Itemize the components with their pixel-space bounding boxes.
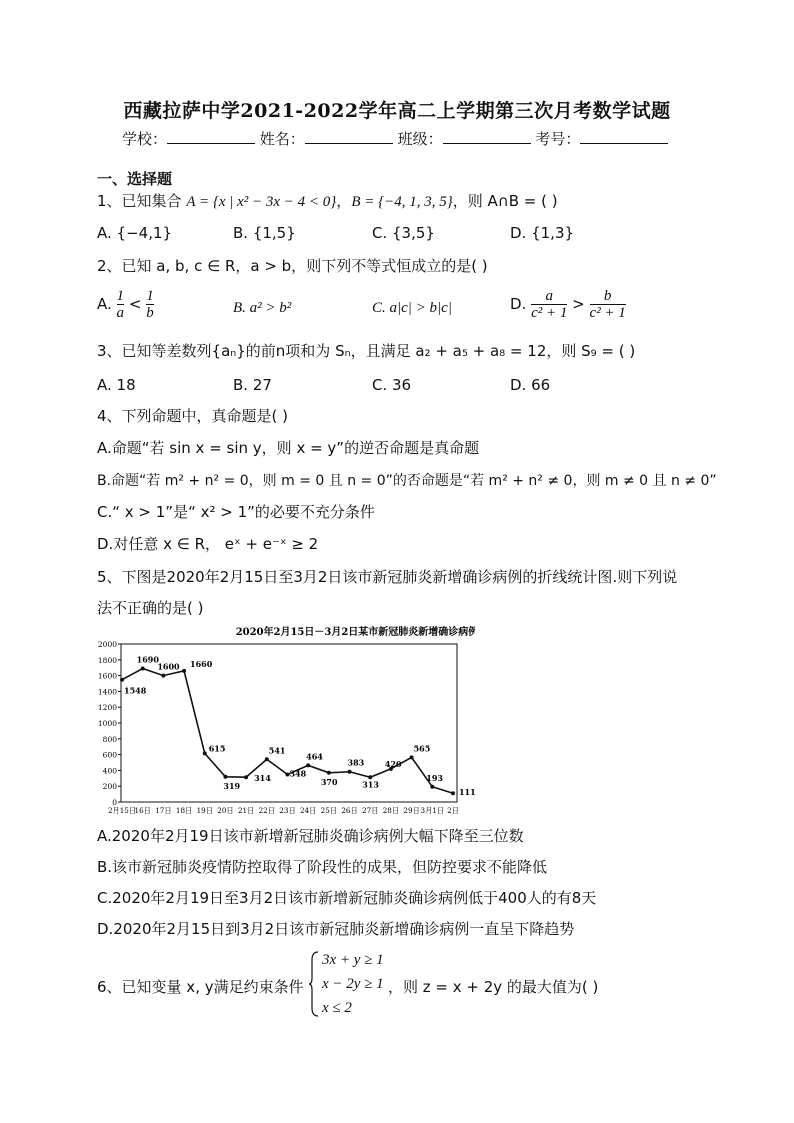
- frac-num: 1: [116, 288, 125, 304]
- brace-path: [309, 952, 318, 1016]
- q3-option-d[interactable]: D. 66: [510, 376, 551, 394]
- x-tick-label: 19日: [196, 806, 213, 815]
- q1-stem-text: 1、已知集合: [97, 192, 187, 210]
- frac-num: b: [603, 288, 612, 304]
- data-label: 319: [223, 780, 241, 791]
- q2-option-c[interactable]: [372, 298, 452, 317]
- data-point: [410, 755, 414, 759]
- q1-sep: ，: [336, 192, 352, 210]
- y-tick-label: 1200: [97, 703, 117, 713]
- y-tick-label: 1400: [97, 687, 117, 697]
- q5-stem-line1: 5、下图是2020年2月15日至3月2日该市新冠肺炎新增确诊病例的折线统计图.则下列说: [97, 568, 678, 586]
- y-tick-label: 400: [102, 766, 117, 776]
- q6-stem-left: 6、已知变量 x, y满足约束条件: [97, 978, 304, 996]
- x-tick-label: 29日: [403, 806, 420, 815]
- q2-d-fraction-left: [531, 288, 567, 321]
- chart-svg: [95, 622, 475, 818]
- q1-stem: [97, 190, 558, 211]
- x-tick-label: 16日: [134, 806, 151, 815]
- q4-option-a[interactable]: A.命题“若 sin x = sin y，则 x = y”的逆否命题是真命题: [97, 439, 480, 457]
- q3-option-b[interactable]: B. 27: [233, 376, 272, 394]
- frac-den: b: [146, 305, 154, 321]
- data-label: 370: [320, 776, 338, 787]
- q5-line-chart: [95, 622, 475, 818]
- q3-option-c[interactable]: C. 36: [372, 376, 412, 394]
- y-tick-label: 600: [102, 750, 117, 760]
- x-tick-label: 28日: [382, 806, 400, 815]
- data-label: 565: [413, 743, 431, 754]
- q5-stem-line2: 法不正确的是( ): [97, 599, 204, 617]
- x-tick-label: 21日: [237, 806, 255, 815]
- data-label: 111: [458, 787, 475, 798]
- x-tick-label: 2月15日: [107, 806, 137, 815]
- data-label: 383: [347, 757, 365, 768]
- q2-stem: 2、已知 a, b, c ∈ R，a > b，则下列不等式恒成立的是( ): [97, 257, 488, 275]
- q2-option-a[interactable]: [97, 288, 154, 321]
- data-label: 464: [306, 751, 323, 762]
- q4-option-c[interactable]: C.“ x > 1”是“ x² > 1”的必要不充分条件: [97, 503, 375, 521]
- q4-option-d[interactable]: D.对任意 x ∈ R， eˣ + e⁻ˣ ≥ 2: [97, 535, 319, 553]
- school-label: 学校：: [122, 130, 168, 148]
- q2-a-fraction-right: [146, 288, 154, 321]
- student-info-row: [122, 128, 668, 149]
- data-point: [120, 678, 124, 682]
- data-label: 1690: [136, 654, 159, 665]
- q6-constraint-3: x ≤ 2: [322, 1000, 352, 1016]
- chart-title: 2020年2月15日－3月2日某市新冠肺炎新增确诊病例: [235, 627, 475, 638]
- data-point: [244, 775, 248, 779]
- q4-option-b[interactable]: B.命题“若 m² + n² = 0，则 m = 0 且 n = 0”的否命题是“若 m² + n² ≠ 0，则 m ≠ 0 且 n ≠ 0”: [97, 473, 717, 489]
- q6-stem-right: ，则 z = x + 2y 的最大值为( ): [388, 978, 599, 996]
- data-label: 348: [289, 768, 307, 779]
- q6-brace: [308, 950, 320, 1018]
- q2-option-d[interactable]: [510, 288, 626, 321]
- data-point: [327, 771, 331, 775]
- y-tick-label: 1800: [97, 655, 117, 665]
- frac-num: 1: [146, 288, 154, 304]
- q1-option-b[interactable]: B. {1,5}: [233, 224, 296, 242]
- exam-no-blank[interactable]: [580, 129, 668, 144]
- data-point: [203, 751, 207, 755]
- q6-constraint-2: x − 2y ≥ 1: [322, 976, 384, 992]
- section-choice-heading: 一、选择题: [97, 170, 173, 188]
- data-label: 1600: [157, 661, 180, 672]
- x-tick-label: 3月1日: [420, 806, 445, 815]
- y-tick-label: 0: [112, 798, 117, 807]
- q1-set-a: A = {x | x² − 3x − 4 < 0}: [186, 194, 337, 210]
- q1-question: ，则 A∩B = ( ): [452, 192, 558, 210]
- x-tick-label: 17日: [155, 806, 172, 815]
- x-tick-label: 27日: [362, 806, 379, 815]
- q6-constraint-1: 3x + y ≥ 1: [322, 952, 384, 968]
- data-point: [223, 775, 227, 779]
- q4-stem: 4、下列命题中，真命题是( ): [97, 407, 289, 425]
- q1-set-b: B = {−4, 1, 3, 5}: [351, 194, 453, 210]
- q2-option-b-text: B. a² > b²: [233, 300, 292, 316]
- q2-d-relation: >: [572, 295, 585, 313]
- data-point: [430, 785, 434, 789]
- x-tick-label: 25日: [320, 806, 338, 815]
- frac-den: c² + 1: [531, 305, 568, 321]
- x-tick-label: 2日: [447, 806, 459, 815]
- data-point: [141, 666, 145, 670]
- x-tick-label: 23日: [279, 806, 296, 815]
- q2-a-fraction-left: [117, 288, 125, 321]
- frac-den: c² + 1: [589, 305, 626, 321]
- q5-option-d[interactable]: D.2020年2月15日到3月2日该市新冠肺炎新增确诊病例一直呈下降趋势: [97, 920, 575, 938]
- data-label: 1548: [124, 685, 147, 696]
- q1-option-a[interactable]: A. {−4,1}: [97, 224, 173, 242]
- q2-a-relation: <: [128, 295, 142, 313]
- q2-option-b[interactable]: [233, 298, 291, 317]
- y-tick-label: 1600: [97, 671, 117, 681]
- x-tick-label: 24日: [299, 806, 317, 815]
- q3-option-a[interactable]: A. 18: [97, 376, 136, 394]
- page-title: 西藏拉萨中学2021-2022学年高二上学期第三次月考数学试题: [123, 100, 671, 122]
- x-tick-label: 26日: [341, 806, 358, 815]
- data-point: [306, 763, 310, 767]
- x-tick-label: 18日: [175, 806, 193, 815]
- data-label: 615: [208, 743, 226, 754]
- q5-option-a[interactable]: A.2020年2月19日该市新增新冠肺炎确诊病例大幅下降至三位数: [97, 827, 524, 845]
- frac-den: a: [116, 305, 125, 321]
- y-tick-label: 1000: [97, 719, 117, 728]
- data-label: 420: [384, 758, 402, 769]
- y-tick-label: 2000: [97, 640, 117, 649]
- data-point: [265, 757, 269, 761]
- name-blank[interactable]: [305, 129, 393, 144]
- data-point: [348, 770, 352, 774]
- q2-option-c-text: C. a|c| > b|c|: [372, 300, 452, 316]
- y-tick-label: 200: [102, 782, 117, 792]
- q2-option-d-label: D.: [510, 295, 527, 313]
- q3-stem: 3、已知等差数列{aₙ}的前n项和为 Sₙ，且满足 a₂ + a₅ + a₈ = 12，则 S₉ = ( ): [97, 342, 636, 360]
- class-label: 班级：: [397, 130, 443, 148]
- q1-option-c[interactable]: C. {3,5}: [372, 224, 435, 242]
- exam-no-label: 考号：: [535, 130, 581, 148]
- school-blank[interactable]: [167, 129, 255, 144]
- data-label: 541: [268, 745, 286, 756]
- q5-option-c[interactable]: C.2020年2月19日至3月2日该市新增新冠肺炎确诊病例低于400人的有8天: [97, 889, 597, 907]
- x-tick-label: 22日: [258, 806, 275, 815]
- q1-option-d[interactable]: D. {1,3}: [510, 224, 575, 242]
- y-tick-label: 800: [102, 734, 117, 744]
- name-label: 姓名：: [259, 130, 305, 148]
- q5-option-b[interactable]: B.该市新冠肺炎疫情防控取得了阶段性的成果，但防控要求不能降低: [97, 858, 548, 876]
- x-tick-label: 20日: [217, 806, 234, 815]
- q2-option-a-label: A.: [97, 295, 112, 313]
- q2-d-fraction-right: [590, 288, 626, 321]
- data-label: 193: [426, 772, 443, 783]
- data-point: [451, 791, 455, 795]
- frac-num: a: [545, 288, 553, 304]
- data-point: [182, 669, 186, 673]
- data-label: 313: [362, 779, 379, 790]
- data-label: 314: [254, 773, 271, 784]
- data-point: [161, 674, 165, 678]
- data-label: 1660: [190, 658, 213, 669]
- class-blank[interactable]: [443, 129, 531, 144]
